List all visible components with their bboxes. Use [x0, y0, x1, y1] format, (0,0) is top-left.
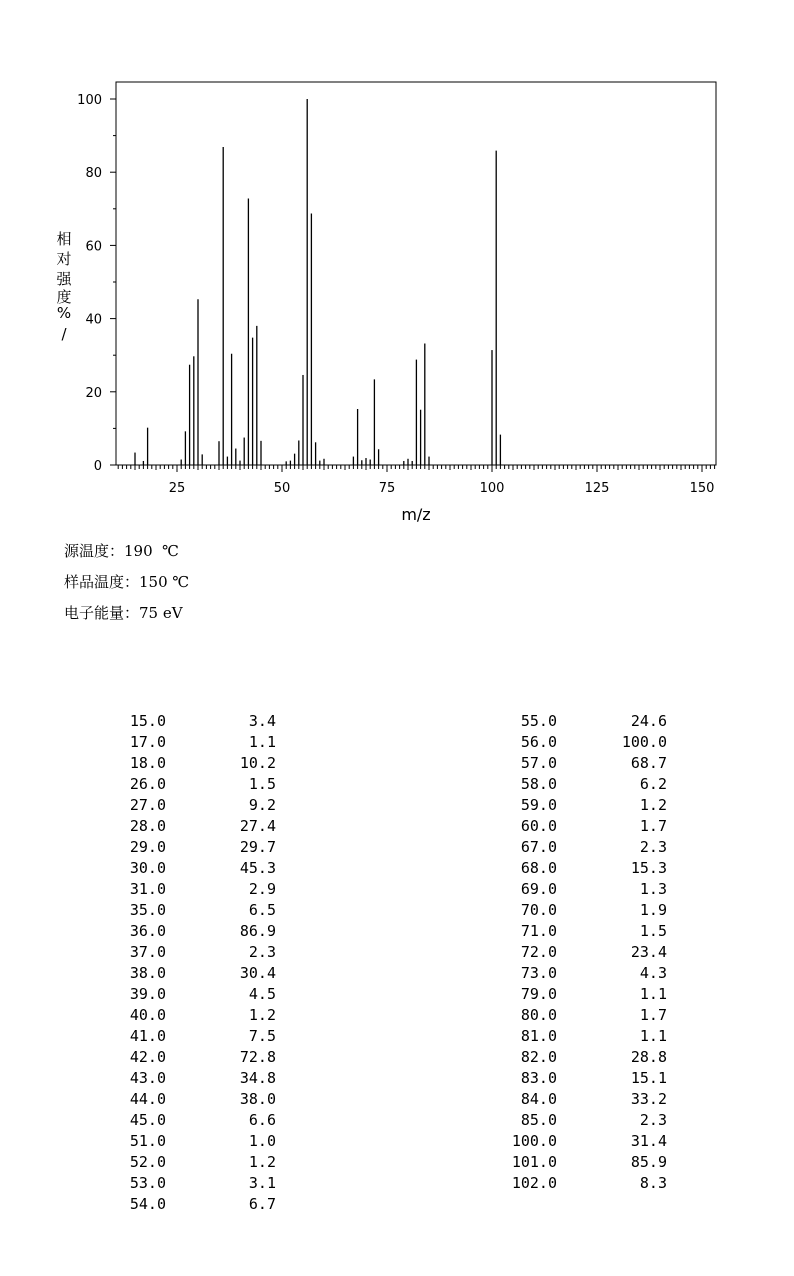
peak-mz: 69.0: [520, 880, 557, 898]
peak-intensity: 1.9: [639, 901, 667, 919]
y-axis: [77, 93, 116, 474]
peak-intensity: 1.2: [248, 1006, 276, 1024]
peak-mz: 18.0: [129, 754, 166, 772]
y-tick-label: 40: [85, 312, 102, 328]
peak-mz: 40.0: [129, 1006, 166, 1024]
peak-mz: 45.0: [129, 1111, 166, 1129]
x-axis: [116, 465, 716, 496]
peak-mz: 72.0: [520, 943, 557, 961]
peak-intensity: 68.7: [630, 754, 667, 772]
peak-intensity: 2.3: [248, 943, 276, 961]
peak-intensity: 15.3: [630, 859, 667, 877]
peak-mz: 58.0: [520, 775, 557, 793]
peak-mz: 60.0: [520, 817, 557, 835]
peak-intensity: 4.5: [248, 985, 276, 1003]
y-axis-label-char: 度: [56, 288, 72, 306]
peak-intensity: 1.7: [639, 1006, 667, 1024]
peak-mz: 102.0: [511, 1174, 557, 1192]
peak-mz: 37.0: [129, 943, 166, 961]
peak-intensity: 4.3: [639, 964, 667, 982]
peak-mz: 31.0: [129, 880, 166, 898]
peak-intensity: 1.1: [248, 733, 276, 751]
peak-mz: 55.0: [520, 712, 557, 730]
peak-mz: 30.0: [129, 859, 166, 877]
y-axis-label-char: /: [61, 325, 67, 343]
peak-intensity: 28.8: [630, 1048, 667, 1066]
y-axis-label: [56, 230, 72, 343]
peak-intensity: 1.5: [248, 775, 276, 793]
peak-mz: 79.0: [520, 985, 557, 1003]
peak-mz: 67.0: [520, 838, 557, 856]
peak-intensity: 1.7: [639, 817, 667, 835]
peak-mz: 35.0: [129, 901, 166, 919]
peak-mz: 81.0: [520, 1027, 557, 1045]
peak-mz: 73.0: [520, 964, 557, 982]
peak-mz: 84.0: [520, 1090, 557, 1108]
peak-mz: 85.0: [520, 1111, 557, 1129]
peak-mz: 100.0: [511, 1132, 557, 1150]
y-tick-label: 0: [93, 459, 102, 474]
peak-intensity: 1.5: [639, 922, 667, 940]
x-tick-label: 50: [273, 481, 291, 496]
peak-mz: 39.0: [129, 985, 166, 1003]
peak-mz: 27.0: [129, 796, 166, 814]
y-axis-label-char: %: [56, 304, 72, 322]
peak-mz: 43.0: [129, 1069, 166, 1087]
peak-mz: 54.0: [129, 1195, 166, 1213]
peak-intensity: 38.0: [239, 1090, 276, 1108]
peak-mz: 28.0: [129, 817, 166, 835]
electron-energy: 电子能量：75 eV: [64, 604, 183, 622]
peak-intensity: 6.6: [248, 1111, 276, 1129]
peak-intensity: 1.2: [248, 1153, 276, 1171]
peak-intensity: 27.4: [239, 817, 276, 835]
spectrum-peaks: [135, 99, 500, 465]
peak-mz: 36.0: [129, 922, 166, 940]
x-tick-label: 25: [168, 481, 186, 496]
peak-mz: 83.0: [520, 1069, 557, 1087]
instrument-parameters: [64, 540, 189, 633]
peak-mz: 70.0: [520, 901, 557, 919]
y-tick-label: 60: [85, 239, 102, 255]
peak-mz: 59.0: [520, 796, 557, 814]
peak-intensity: 15.1: [630, 1069, 667, 1087]
peak-intensity: 1.3: [639, 880, 667, 898]
y-tick-label: 80: [85, 166, 102, 182]
peak-mz: 17.0: [129, 733, 166, 751]
y-tick-label: 20: [85, 385, 102, 401]
peak-mz: 57.0: [520, 754, 557, 772]
peak-intensity: 2.9: [248, 880, 276, 898]
peak-mz: 44.0: [129, 1090, 166, 1108]
peak-intensity: 33.2: [630, 1090, 667, 1108]
peak-intensity: 1.0: [248, 1132, 276, 1150]
peak-mz: 42.0: [129, 1048, 166, 1066]
peak-mz: 68.0: [520, 859, 557, 877]
peak-mz: 80.0: [520, 1006, 557, 1024]
y-axis-label-char: 对: [56, 250, 72, 268]
peak-intensity: 100.0: [621, 733, 667, 751]
peak-mz: 26.0: [129, 775, 166, 793]
peak-intensity: 24.6: [630, 712, 667, 730]
peak-intensity: 29.7: [239, 838, 276, 856]
sample-temperature: 样品温度：150 ℃: [64, 573, 190, 591]
peak-intensity: 1.1: [639, 985, 667, 1003]
x-axis-label: m/z: [401, 505, 431, 524]
peak-intensity: 7.5: [248, 1027, 276, 1045]
peak-intensity: 2.3: [639, 1111, 667, 1129]
peak-mz: 56.0: [520, 733, 557, 751]
peak-intensity: 6.7: [248, 1195, 276, 1213]
peak-intensity: 85.9: [630, 1153, 667, 1171]
source-temperature: 源温度：190 ℃: [64, 542, 179, 560]
peak-intensity: 34.8: [239, 1069, 276, 1087]
x-tick-label: 75: [378, 481, 396, 496]
x-tick-label: 100: [479, 481, 505, 496]
peak-intensity: 6.5: [248, 901, 276, 919]
peak-intensity: 1.1: [639, 1027, 667, 1045]
peak-intensity: 10.2: [239, 754, 276, 772]
peak-mz: 41.0: [129, 1027, 166, 1045]
peak-intensity: 30.4: [239, 964, 276, 982]
x-tick-label: 150: [689, 481, 715, 496]
peak-intensity: 3.1: [248, 1174, 276, 1192]
peak-mz: 52.0: [129, 1153, 166, 1171]
mass-spectrum-chart: [0, 0, 794, 530]
peak-intensity: 3.4: [248, 712, 276, 730]
peak-mz: 29.0: [129, 838, 166, 856]
peak-mz: 51.0: [129, 1132, 166, 1150]
peak-intensity: 8.3: [639, 1174, 667, 1192]
peak-mz: 82.0: [520, 1048, 557, 1066]
peak-mz: 38.0: [129, 964, 166, 982]
peak-mz: 101.0: [511, 1153, 557, 1171]
peak-intensity: 86.9: [239, 922, 276, 940]
y-axis-label-char: 强: [56, 270, 72, 288]
y-tick-label: 100: [77, 93, 102, 108]
peak-intensity: 2.3: [639, 838, 667, 856]
peak-intensity: 1.2: [639, 796, 667, 814]
peak-intensity: 6.2: [639, 775, 667, 793]
peak-intensity: 31.4: [630, 1132, 667, 1150]
peak-mz: 71.0: [520, 922, 557, 940]
x-tick-label: 125: [584, 481, 610, 496]
y-axis-label-char: 相: [56, 230, 72, 248]
peak-intensity: 23.4: [630, 943, 667, 961]
peak-intensity: 45.3: [239, 859, 276, 877]
peak-intensity: 9.2: [248, 796, 276, 814]
peak-mz: 53.0: [129, 1174, 166, 1192]
peak-mz: 15.0: [129, 712, 166, 730]
peak-intensity: 72.8: [239, 1048, 276, 1066]
